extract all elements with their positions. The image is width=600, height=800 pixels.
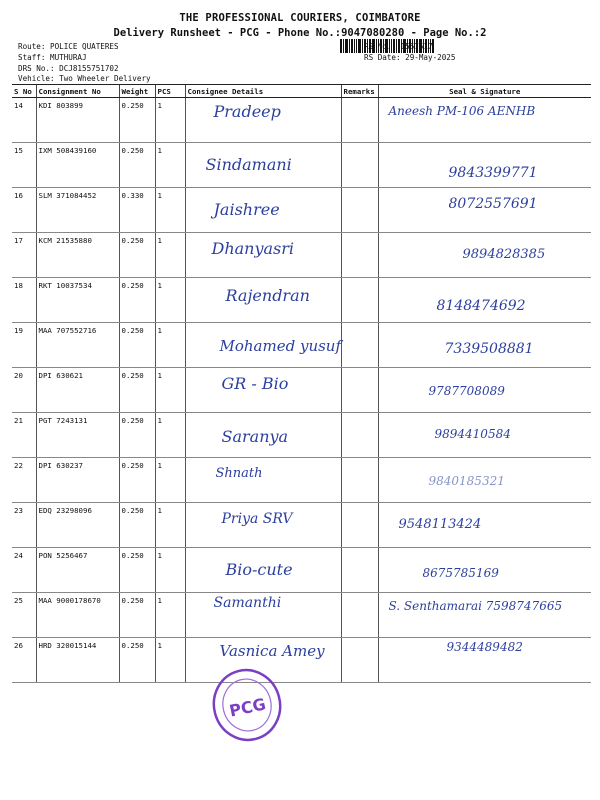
consignee-cell <box>185 98 341 143</box>
sno-cell: 17 <box>12 233 36 278</box>
signature-handwriting: 9840185321 <box>428 474 505 488</box>
consignment-cell: EDQ 23298096 <box>36 503 119 548</box>
col-header-consignment: Consignment No <box>36 85 119 98</box>
consignee-cell <box>185 278 341 323</box>
weight-cell: 0.250 <box>119 638 155 683</box>
route-label: Route: POLICE QUATERES <box>18 42 119 51</box>
sno-cell: 22 <box>12 458 36 503</box>
table-row <box>12 323 591 368</box>
signature-cell <box>378 188 591 233</box>
signature-cell <box>378 503 591 548</box>
pcs-cell: 1 <box>155 368 185 413</box>
consignment-cell: PON 5256467 <box>36 548 119 593</box>
remarks-cell <box>341 638 378 683</box>
sno-cell: 23 <box>12 503 36 548</box>
signature-cell <box>378 98 591 143</box>
consignee-cell <box>185 593 341 638</box>
weight-cell: 0.250 <box>119 98 155 143</box>
consignee-cell <box>185 233 341 278</box>
consignee-cell <box>185 458 341 503</box>
signature-cell <box>378 638 591 683</box>
table-row <box>12 503 591 548</box>
remarks-cell <box>341 368 378 413</box>
signature-cell <box>378 413 591 458</box>
remarks-cell <box>341 233 378 278</box>
pcs-cell: 1 <box>155 278 185 323</box>
signature-handwriting: S. Senthamarai 7598747665 <box>388 599 563 613</box>
weight-cell: 0.250 <box>119 458 155 503</box>
signature-handwriting: 7339508881 <box>444 341 534 357</box>
col-header-signature: Seal & Signature <box>378 85 591 98</box>
pcs-cell: 1 <box>155 593 185 638</box>
drs-number: DRS No.: DCJ8155751702 <box>18 64 119 73</box>
signature-cell <box>378 548 591 593</box>
consignee-cell <box>185 503 341 548</box>
signature-handwriting: 8148474692 <box>436 298 526 314</box>
remarks-cell <box>341 278 378 323</box>
signature-cell <box>378 233 591 278</box>
consignee-handwriting: GR - Bio <box>221 374 289 393</box>
weight-cell: 0.250 <box>119 503 155 548</box>
pcs-cell: 1 <box>155 458 185 503</box>
signature-handwriting: 8675785169 <box>422 566 499 580</box>
signature-handwriting: 9548113424 <box>398 517 482 532</box>
consignment-cell: MAA 707552716 <box>36 323 119 368</box>
consignment-cell: IXM 508439160 <box>36 143 119 188</box>
signature-handwriting: 9894410584 <box>434 427 511 441</box>
consignee-cell <box>185 323 341 368</box>
table-header-row <box>12 85 591 98</box>
table-row <box>12 143 591 188</box>
signature-cell <box>378 143 591 188</box>
consignment-cell: SLM 371084452 <box>36 188 119 233</box>
signature-cell <box>378 323 591 368</box>
pcs-cell: 1 <box>155 413 185 458</box>
consignee-handwriting: Rajendran <box>225 286 310 305</box>
weight-cell: 0.250 <box>119 593 155 638</box>
consignee-handwriting: Priya SRV <box>221 511 293 527</box>
company-title: THE PROFESSIONAL COURIERS, COIMBATORE <box>179 12 421 24</box>
sno-cell: 21 <box>12 413 36 458</box>
sno-cell: 16 <box>12 188 36 233</box>
consignee-handwriting: Saranya <box>221 427 289 446</box>
rs-date: RS Date: 29-May-2025 <box>364 53 456 62</box>
sno-cell: 25 <box>12 593 36 638</box>
weight-cell: 0.250 <box>119 413 155 458</box>
consignment-cell: KDI 803899 <box>36 98 119 143</box>
consignee-handwriting: Samanthi <box>213 595 282 611</box>
consignment-cell: KCM 21535880 <box>36 233 119 278</box>
consignment-cell: MAA 9000178670 <box>36 593 119 638</box>
weight-cell: 0.250 <box>119 143 155 188</box>
pcs-cell: 1 <box>155 233 185 278</box>
consignee-handwriting: Mohamed yusuf <box>219 337 342 355</box>
col-header-remarks: Remarks <box>341 85 378 98</box>
runsheet-table <box>12 84 591 683</box>
signature-cell <box>378 368 591 413</box>
remarks-cell <box>341 548 378 593</box>
consignee-cell <box>185 548 341 593</box>
remarks-cell <box>341 98 378 143</box>
weight-cell: 0.250 <box>119 233 155 278</box>
remarks-cell <box>341 143 378 188</box>
consignment-cell: HRD 320015144 <box>36 638 119 683</box>
stamp-text: PCG <box>227 694 268 721</box>
weight-cell: 0.330 <box>119 188 155 233</box>
remarks-cell <box>341 188 378 233</box>
signature-cell <box>378 593 591 638</box>
table-row <box>12 413 591 458</box>
consignee-handwriting: Vasnica Amey <box>219 642 325 660</box>
signature-handwriting: 9787708089 <box>428 384 505 398</box>
weight-cell: 0.250 <box>119 368 155 413</box>
pcs-cell: 1 <box>155 323 185 368</box>
sno-cell: 19 <box>12 323 36 368</box>
consignee-cell <box>185 368 341 413</box>
pcs-cell: 1 <box>155 548 185 593</box>
staff-label: Staff: MUTHURAJ <box>18 53 87 62</box>
table-row <box>12 233 591 278</box>
consignee-cell <box>185 143 341 188</box>
table-row <box>12 188 591 233</box>
pcg-stamp <box>207 665 287 745</box>
remarks-cell <box>341 413 378 458</box>
consignment-cell: PGT 7243131 <box>36 413 119 458</box>
consignee-handwriting: Dhanyasri <box>211 239 295 258</box>
consignee-handwriting: Bio-cute <box>225 560 293 579</box>
table-row <box>12 458 591 503</box>
col-header-sno: S No <box>12 85 36 98</box>
sno-cell: 14 <box>12 98 36 143</box>
consignment-cell: DPI 630621 <box>36 368 119 413</box>
weight-cell: 0.250 <box>119 548 155 593</box>
sno-cell: 20 <box>12 368 36 413</box>
consignment-cell: RKT 10037534 <box>36 278 119 323</box>
consignee-handwriting: Jaishree <box>213 200 280 219</box>
pcs-cell: 1 <box>155 503 185 548</box>
pcs-cell: 1 <box>155 143 185 188</box>
remarks-cell <box>341 323 378 368</box>
signature-handwriting: 8072557691 <box>448 196 538 212</box>
pcs-cell: 1 <box>155 188 185 233</box>
signature-handwriting: 9843399771 <box>448 165 538 181</box>
consignee-handwriting: Sindamani <box>205 155 292 174</box>
col-header-pcs: PCS <box>155 85 185 98</box>
sno-cell: 18 <box>12 278 36 323</box>
runsheet-subtitle: Delivery Runsheet - PCG - Phone No.:9047080280 - Page No.:2 <box>113 27 487 39</box>
consignee-cell <box>185 413 341 458</box>
consignee-cell <box>185 188 341 233</box>
signature-handwriting: Aneesh PM-106 AENHB <box>388 104 536 118</box>
pcs-cell: 1 <box>155 98 185 143</box>
col-header-consignee: Consignee Details <box>185 85 341 98</box>
table-row <box>12 98 591 143</box>
signature-handwriting: 9894828385 <box>462 247 546 262</box>
vehicle-label: Vehicle: Two Wheeler Delivery <box>18 74 151 83</box>
signature-handwriting: 9344489482 <box>446 640 523 654</box>
col-header-weight: Weight <box>119 85 155 98</box>
signature-cell <box>378 458 591 503</box>
consignee-handwriting: Pradeep <box>213 102 281 121</box>
remarks-cell <box>341 503 378 548</box>
sno-cell: 24 <box>12 548 36 593</box>
table-row <box>12 593 591 638</box>
table-row <box>12 368 591 413</box>
signature-cell <box>378 278 591 323</box>
consignment-cell: DPI 630237 <box>36 458 119 503</box>
consignee-handwriting: Shnath <box>215 466 263 481</box>
weight-cell: 0.250 <box>119 323 155 368</box>
table-row <box>12 548 591 593</box>
pcs-cell: 1 <box>155 638 185 683</box>
remarks-cell <box>341 458 378 503</box>
sno-cell: 15 <box>12 143 36 188</box>
table-row <box>12 638 591 683</box>
remarks-cell <box>341 593 378 638</box>
sno-cell: 26 <box>12 638 36 683</box>
weight-cell: 0.250 <box>119 278 155 323</box>
rs-number: RS No.: 1557517 <box>364 42 433 51</box>
table-row <box>12 278 591 323</box>
